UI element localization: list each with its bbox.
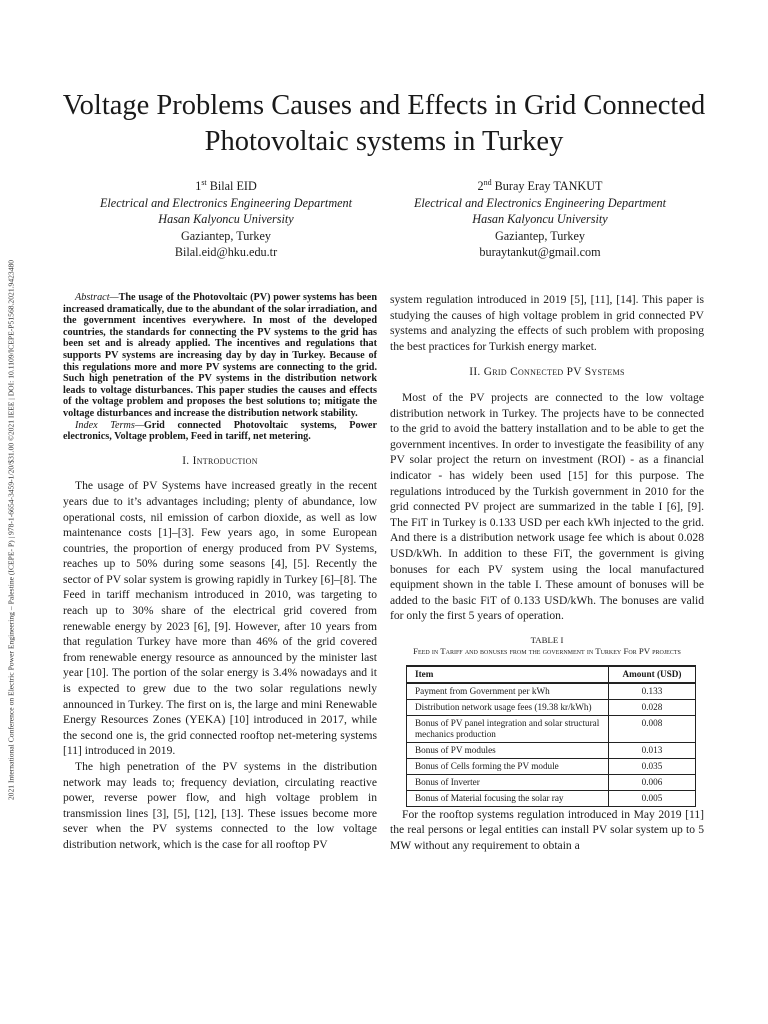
author-2-name-line: 2nd Buray Eray TANKUT <box>477 178 603 194</box>
table-cell-item: Distribution network usage fees (19.38 kr/kWh) <box>407 699 609 715</box>
table-row <box>407 715 696 742</box>
section-1-heading: I. Introduction <box>182 454 258 467</box>
conference-info: 2021 International Conference on Electric Power Engineering – Palestine (ICEPE- P) | 978-1-6654-3459-1/20/$31.00 ©2021 IEEE | DOI: 10.1109/ICEPE-P51568.2021.9423480 <box>6 259 16 801</box>
section-2-paragraph-1: Most of the PV projects are connected to the low voltage distribution network in Turkey. The projects have to be connected to the grid to avoid the battery installation and to be able to get the government incentives. In order to investigate the feasibility of any PV solar project the return on investment (ROI) - as a financial indicator - has widely been used [15] for this purpose. The regulations introduced by the Turkish government in 2010 for the grid connected PV project are summarized in the table I [6], [9]. The FiT in Turkey is 0.133 USD per each kWh injected to the grid. And there is a distribution network usage fee which is about 0.028 USD/kWh. In addition to these FiT, the government is giving bonuses for each PV system using the local manufactured equipment shown in the table I. These amount of bonuses will be added to the basic FiT of 0.133 USD/kWh. The bonuses are valid for only the first 5 years of operation. <box>390 390 704 623</box>
section-2-paragraph-2: For the rooftop systems regulation introduced in May 2019 [11] the real persons or legal entities can install PV solar system up to 5 MW without any requirement to obtain a <box>390 807 704 853</box>
table-cell-amount: 0.133 <box>609 683 696 700</box>
table-cell-amount: 0.013 <box>609 742 696 758</box>
table-row <box>407 742 696 758</box>
author-1-email: Bilal.eid@hku.edu.tr <box>174 245 278 260</box>
table-title: Feed in Tariff and bonuses from the government in Turkey For PV projects <box>413 645 681 656</box>
table-cell-item: Bonus of PV panel integration and solar structural mechanics production <box>407 715 609 742</box>
abstract-label: Abstract— <box>75 292 119 303</box>
table-cell-amount: 0.035 <box>609 758 696 774</box>
table-header-amount: Amount (USD) <box>609 666 696 683</box>
table-cell-item: Bonus of PV modules <box>407 742 609 758</box>
index-terms-label: Index Terms— <box>75 419 144 431</box>
table-cell-item: Bonus of Inverter <box>407 774 609 790</box>
author-2-univ: Hasan Kalyoncu University <box>472 212 608 227</box>
table-row <box>407 699 696 715</box>
index-terms-text: Grid connected Photovoltaic systems, Power electronics, Voltage problem, Feed in tariff, net metering. <box>63 419 377 443</box>
paper-title: Voltage Problems Causes and Effects in Grid Connected Photovoltaic systems in Turkey <box>62 90 706 157</box>
author-2-dept: Electrical and Electronics Engineering Department <box>413 195 667 210</box>
intro-paragraph-1: The usage of PV Systems have increased greatly in the recent years due to it’s advantages including; plenty of abundance, low operational costs, nil emission of carbon dioxide, as well as low maintenance costs [1]–[3]. Few years ago, in some European countries, the proportion of energy produced from PV Systems, reaches up to 50% during some seasons [4], [5]. Recently the sector of PV solar system is growing rapidly in Turkey [6]–[8]. The Feed in tariff mechanism introduced in 2010, was targeting to reach up to 30% share of the electrical grid covered from renewable energy by 2023 [6], [9]. However, after 10 years from that regulation Turkey have more than 46% of the grid covered from renewable energy resource as announced by the minister last year [10]. The portion of the solar energy is 3.4% nowadays and it is expected to grew due to the two solar regulations newly announced in Turkey. The first on is, the large and mini Renewable Energy Resources Zones (YEKA) [10] introduced in 2017, while the second one is, the grid connected rooftop net-metering systems [11] introduced in 2019. <box>63 479 377 758</box>
table-header-item: Item <box>407 666 609 683</box>
right-paragraph-1: system regulation introduced in 2019 [5], [11], [14]. This paper is studying the causes of high voltage problem in grid connected PV systems and analyzing the effects of such problem with proposing the best practices for Turkish energy market. <box>390 293 704 353</box>
table-cell-amount: 0.008 <box>609 715 696 742</box>
table-cell-amount: 0.006 <box>609 774 696 790</box>
author-1-dept: Electrical and Electronics Engineering Department <box>99 195 353 210</box>
table-cell-item: Bonus of Cells forming the PV module <box>407 758 609 774</box>
table-row <box>407 774 696 790</box>
section-2-heading: II. Grid Connected PV Systems <box>469 366 625 379</box>
table-caption <box>390 635 704 657</box>
table-label: TABLE I <box>530 634 564 645</box>
fit-bonus-table <box>406 665 696 807</box>
table-cell-amount: 0.005 <box>609 790 696 806</box>
table-cell-item: Bonus of Material focusing the solar ray <box>407 790 609 806</box>
index-terms <box>63 420 377 443</box>
table-header-row <box>407 666 696 683</box>
conference-sidebar <box>0 160 22 900</box>
table-cell-item: Payment from Government per kWh <box>407 683 609 700</box>
author-2-block <box>390 175 690 261</box>
abstract-text: The usage of the Photovoltaic (PV) power systems has been increased dramatically, due to the abundant of the solar irradiation, and the government incentives everywhere. In most of the developed countries, the standards for connecting the PV systems to the grid has been set and is already applied. The incentives and regulations that supports PV systems are increasing day by day in Turkey. Because of this regulations more and more PV systems are connecting to the grid. Such high penetration of the PV systems in the distribution network leads to voltage disturbances. This paper studies the causes and effects of the voltage problem and proposes the best solutions to; mitigate the voltage disturbances and increase the distribution network stability. <box>63 292 377 419</box>
table-row <box>407 758 696 774</box>
author-1-name: Bilal EID <box>209 179 257 194</box>
table-row <box>407 683 696 700</box>
author-2-email: buraytankut@gmail.com <box>479 245 601 260</box>
author-1-univ: Hasan Kalyoncu University <box>158 212 294 227</box>
left-column <box>63 292 377 853</box>
table-row <box>407 790 696 806</box>
abstract <box>63 292 377 420</box>
author-2-city: Gaziantep, Turkey <box>494 228 586 243</box>
author-1-name-line: 1st Bilal EID <box>195 178 257 194</box>
author-1-city: Gaziantep, Turkey <box>180 228 272 243</box>
author-2-name: Buray Eray TANKUT <box>494 179 603 194</box>
intro-paragraph-2: The high penetration of the PV systems in the distribution network may leads to; frequency deviation, circulating reactive power, reverse power flow, and high voltage problem in transmission lines [3], [5], [12], [13]. These issues become more sever when the PV systems connected to the low voltage distribution network, which is the case for all rooftop PV <box>63 760 377 851</box>
table-cell-amount: 0.028 <box>609 699 696 715</box>
author-1-block <box>76 175 376 261</box>
right-column <box>390 292 704 854</box>
